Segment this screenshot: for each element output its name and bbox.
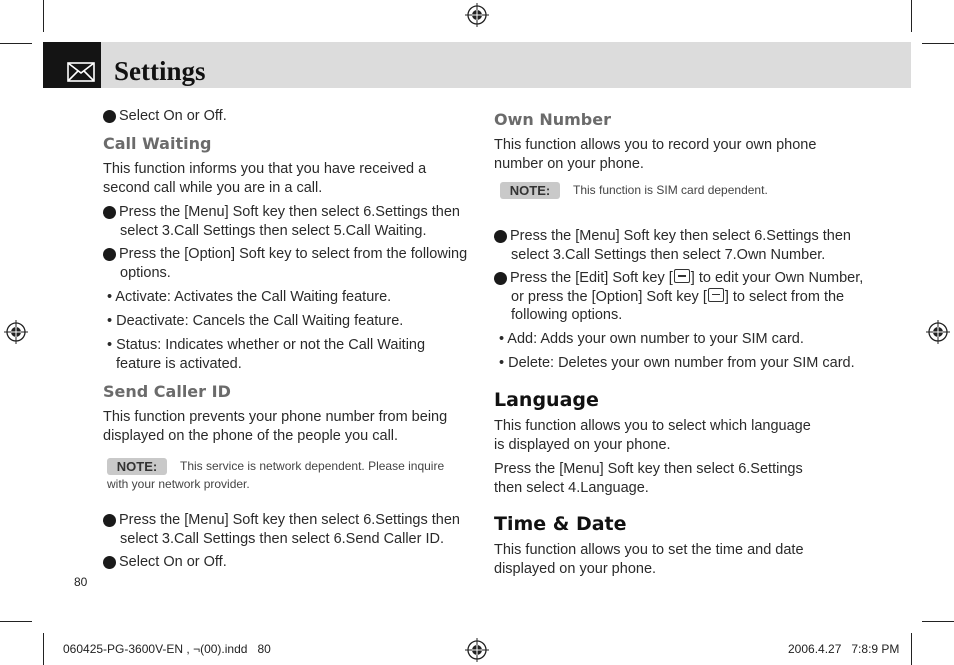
step-text: Select On or Off. <box>119 108 227 124</box>
language-p2: Press the [Menu] Soft key then select 6.Settings then select 4.Language. <box>494 461 803 496</box>
right-soft-key-icon <box>708 288 724 302</box>
footer-timestamp: 2006.4.27 7:8:9 PM <box>788 642 900 656</box>
step-number: 1 <box>103 514 116 527</box>
note-text: with your network provider. <box>107 477 250 491</box>
time-date-p1: This function allows you to set the time and date displayed on your phone. <box>494 542 804 577</box>
crop-mark <box>43 0 44 32</box>
page-number: 80 <box>74 575 88 589</box>
note-badge: NOTE: <box>107 458 167 475</box>
own-number-intro: This function allows you to record your own phone number on your phone. <box>494 137 817 172</box>
heading-own-number: Own Number <box>494 110 611 129</box>
registration-mark-icon <box>926 320 950 344</box>
call-waiting-intro: This function informs you that you have received a second call while you are in a call. <box>103 161 427 196</box>
bullet-deactivate: • Deactivate: Cancels the Call Waiting feature. <box>107 313 404 329</box>
step-select-on-off <box>98 107 480 126</box>
step-number: 1 <box>494 230 507 243</box>
step-number: 2 <box>103 110 116 123</box>
heading-send-caller-id: Send Caller ID <box>103 382 231 401</box>
crop-mark <box>911 0 912 32</box>
registration-mark-icon <box>465 3 489 27</box>
step-number: 2 <box>103 556 116 569</box>
header-bar <box>100 42 911 88</box>
send-caller-id-step-1 <box>98 511 480 548</box>
send-caller-id-intro: This function prevents your phone number from being displayed on the phone of the people you call. <box>103 409 448 444</box>
step-text: Press the [Menu] Soft key then select 6.Settings then select 3.Call Settings then select 5.Call Waiting. <box>119 204 460 239</box>
step-text: ] to select from the following options. <box>511 288 845 323</box>
own-number-step-1 <box>489 227 871 264</box>
crop-mark <box>911 633 912 665</box>
heading-time-date: Time & Date <box>494 513 627 535</box>
own-number-step-2 <box>489 269 871 325</box>
step-number: 2 <box>103 248 116 261</box>
crop-mark <box>922 43 954 44</box>
registration-mark-icon <box>465 638 489 662</box>
bullet-status: • Status: Indicates whether or not the Call Waiting feature is activated. <box>107 337 426 372</box>
step-number: 2 <box>494 272 507 285</box>
step-text: Press the [Menu] Soft key then select 6.Settings then select 3.Call Settings then select 6.Send Caller ID. <box>119 512 460 547</box>
heading-call-waiting: Call Waiting <box>103 134 212 153</box>
note-badge: NOTE: <box>500 182 560 199</box>
crop-mark <box>0 43 32 44</box>
footer-file-info: 060425-PG-3600V-EN , ¬(00).indd 80 <box>63 642 271 656</box>
step-text: Select On or Off. <box>119 554 227 570</box>
header-icon-box <box>43 42 101 88</box>
bullet-activate: • Activate: Activates the Call Waiting feature. <box>107 289 392 305</box>
language-p1: This function allows you to select which language is displayed on your phone. <box>494 418 811 453</box>
call-waiting-step-1 <box>98 203 480 240</box>
step-number: 1 <box>103 206 116 219</box>
left-soft-key-icon <box>674 269 690 283</box>
step-text: Press the [Edit] Soft key [ <box>510 270 673 286</box>
bullet-add: • Add: Adds your own number to your SIM card. <box>499 331 804 347</box>
step-text: ] to edit your Own Number, or press the [Option] Soft key [ <box>511 270 864 305</box>
page-title: Settings <box>114 56 206 86</box>
bullet-delete: • Delete: Deletes your own number from your SIM card. <box>499 355 855 371</box>
send-caller-id-step-2 <box>98 553 480 572</box>
crop-mark <box>0 621 32 622</box>
note-text: This service is network dependent. Please inquire <box>180 459 445 473</box>
note-text: This function is SIM card dependent. <box>573 183 768 197</box>
registration-mark-icon <box>4 320 28 344</box>
call-waiting-step-2 <box>98 245 480 282</box>
step-text: Press the [Menu] Soft key then select 6.Settings then select 3.Call Settings then select 7.Own Number. <box>510 228 851 263</box>
heading-language: Language <box>494 389 599 411</box>
step-text: Press the [Option] Soft key to select from the following options. <box>119 246 468 281</box>
envelope-icon <box>67 62 95 82</box>
crop-mark <box>43 633 44 665</box>
crop-mark <box>922 621 954 622</box>
